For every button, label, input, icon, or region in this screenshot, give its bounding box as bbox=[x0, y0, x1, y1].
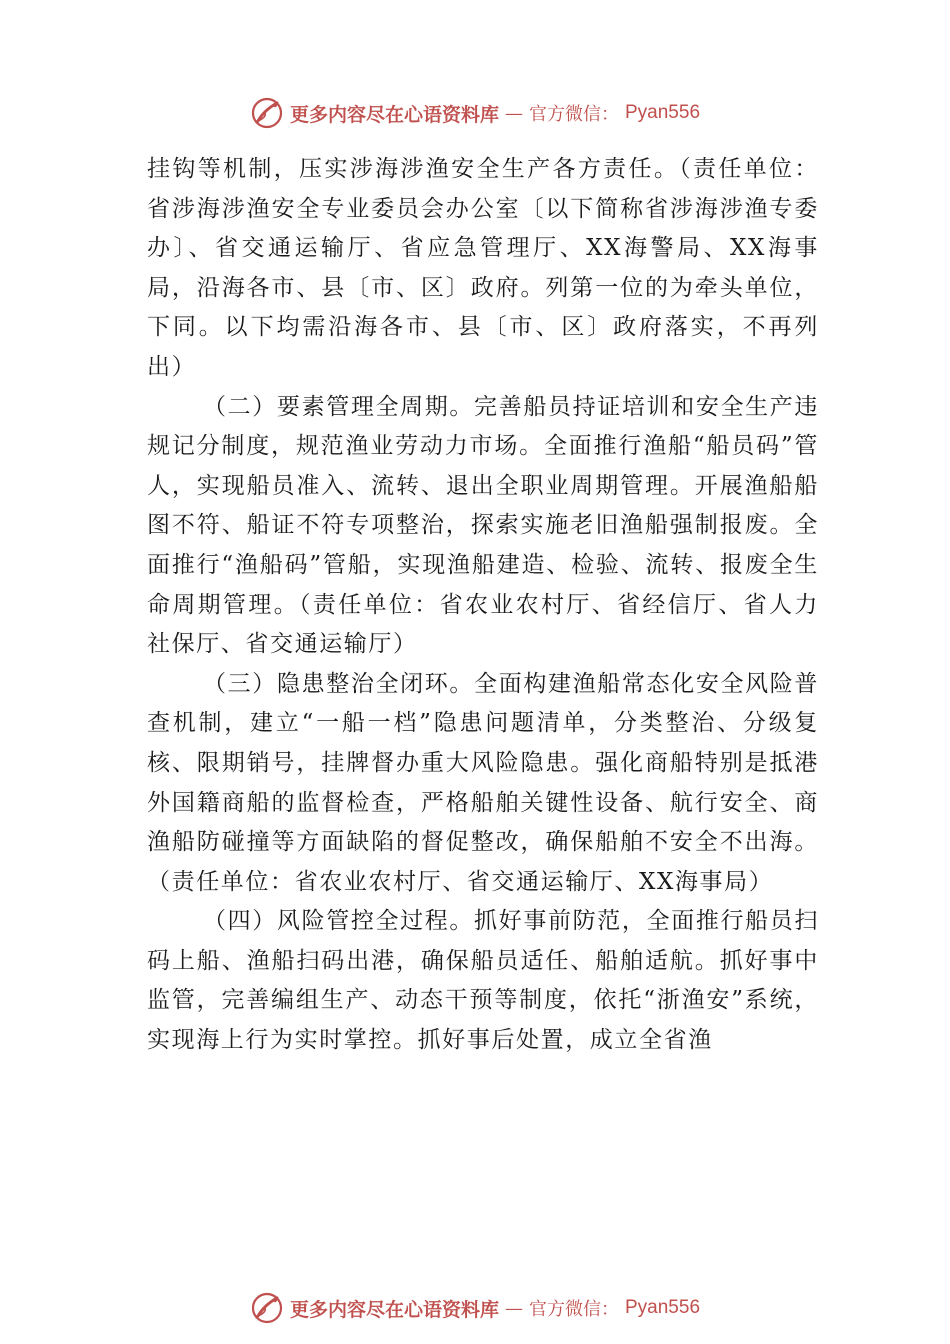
footer-dash: — bbox=[505, 1297, 523, 1319]
header-wechat-id: Pyan556 bbox=[625, 102, 701, 123]
paragraph-continuation: 挂钩等机制，压实涉海涉渔安全生产各方责任。（责任单位：省涉海涉渔安全专业委员会办公室〔以下简称省涉海涉渔专委办〕、省交通运输厅、省应急管理厅、XX海警局、XX海事局，沿海各市、县〔市、区〕政府。列第一位的为牵头单位，下同。以下均需沿海各市、县〔市、区〕政府落实，不再列出） bbox=[147, 156, 819, 380]
paragraph-3: （三）隐患整治全闭环。全面构建渔船常态化安全风险普查机制，建立“一船一档”隐患问题清单，分类整治、分级复核、限期销号，挂牌督办重大风险隐患。强化商船特别是抵港外国籍商船的监督检查，严格船舶关键性设备、航行安全、商渔船防碰撞等方面缺陷的督促整改，确保船舶不安全不出海。（责任单位：省农业农村厅、省交通运输厅、XX海事局） bbox=[147, 670, 819, 895]
header-dash: — bbox=[505, 102, 523, 124]
document-body bbox=[147, 150, 819, 1061]
header-site-text: 更多内容尽在心语资料库 bbox=[289, 103, 499, 126]
brush-logo-icon bbox=[250, 96, 284, 130]
footer-banner bbox=[0, 1288, 950, 1328]
footer-site-text: 更多内容尽在心语资料库 bbox=[289, 1298, 499, 1321]
footer-wechat-label: 官方微信： bbox=[529, 1299, 619, 1320]
paragraph-4: （四）风险管控全过程。抓好事前防范，全面推行船员扫码上船、渔船扫码出港，确保船员适任、船舶适航。抓好事中监管，完善编组生产、动态干预等制度，依托“浙渔安”系统，实现海上行为实时掌控。抓好事后处置，成立全省渔 bbox=[147, 908, 819, 1054]
header-banner bbox=[0, 93, 950, 133]
brush-logo-icon bbox=[250, 1291, 284, 1325]
footer-wechat-id: Pyan556 bbox=[625, 1297, 701, 1318]
paragraph-2: （二）要素管理全周期。完善船员持证培训和安全生产违规记分制度，规范渔业劳动力市场。全面推行渔船“船员码”管人，实现船员准入、流转、退出全职业周期管理。开展渔船船图不符、船证不符专项整治，探索实施老旧渔船强制报废。全面推行“渔船码”管船，实现渔船建造、检验、流转、报废全生命周期管理。（责任单位：省农业农村厅、省经信厅、省人力社保厅、省交通运输厅） bbox=[147, 393, 819, 658]
header-wechat-label: 官方微信： bbox=[529, 104, 619, 125]
